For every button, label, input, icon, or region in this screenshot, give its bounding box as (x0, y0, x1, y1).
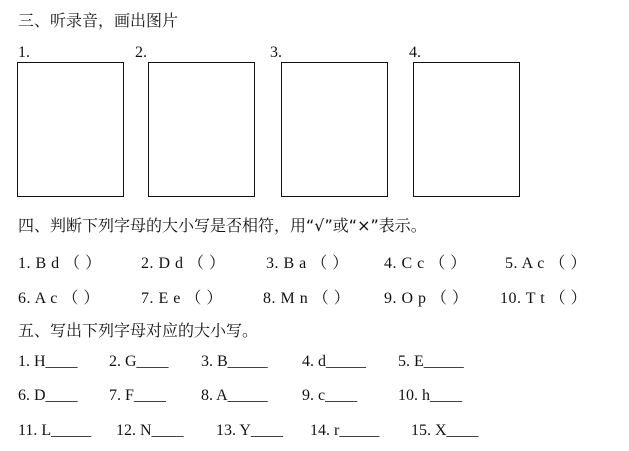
drawing-box-4[interactable] (413, 62, 520, 197)
drawing-box-1[interactable] (17, 62, 124, 197)
write-item-6[interactable]: 6. D____ (18, 387, 78, 404)
judge-item-2[interactable]: 2. D d （ ） (141, 255, 226, 272)
section-3-title: 三、听录音，画出图片 (18, 11, 179, 30)
write-item-3[interactable]: 3. B_____ (201, 353, 268, 370)
judge-item-8[interactable]: 8. M n （ ） (263, 290, 351, 307)
judge-item-1[interactable]: 1. B d （ ） (18, 255, 102, 272)
write-item-2[interactable]: 2. G____ (109, 353, 169, 370)
write-item-13[interactable]: 13. Y____ (216, 422, 283, 439)
box-3-label: 3. (270, 44, 282, 61)
write-item-1[interactable]: 1. H____ (18, 353, 78, 370)
section-5-title: 五、写出下列字母对应的大小写。 (18, 321, 259, 340)
write-item-4[interactable]: 4. d_____ (302, 353, 366, 370)
drawing-box-2[interactable] (148, 62, 255, 197)
box-1-label: 1. (18, 44, 30, 61)
judge-item-4[interactable]: 4. C c （ ） (384, 255, 467, 272)
write-item-8[interactable]: 8. A_____ (201, 387, 268, 404)
write-item-15[interactable]: 15. X____ (411, 422, 479, 439)
write-item-14[interactable]: 14. r_____ (310, 422, 380, 439)
judge-item-3[interactable]: 3. B a （ ） (266, 255, 349, 272)
write-item-12[interactable]: 12. N____ (116, 422, 184, 439)
write-item-7[interactable]: 7. F____ (109, 387, 166, 404)
judge-item-6[interactable]: 6. A c （ ） (18, 290, 100, 307)
box-4-label: 4. (409, 44, 421, 61)
write-item-10[interactable]: 10. h____ (398, 387, 462, 404)
section-4-title: 四、判断下列字母的大小写是否相符，用“√”或“×”表示。 (18, 216, 427, 235)
judge-item-7[interactable]: 7. E e （ ） (141, 290, 223, 307)
judge-item-10[interactable]: 10. T t （ ） (500, 290, 588, 307)
judge-item-5[interactable]: 5. A c （ ） (505, 255, 587, 272)
judge-item-9[interactable]: 9. O p （ ） (384, 290, 469, 307)
box-2-label: 2. (135, 44, 147, 61)
write-item-9[interactable]: 9. c____ (302, 387, 358, 404)
drawing-box-3[interactable] (281, 62, 388, 197)
write-item-5[interactable]: 5. E_____ (398, 353, 464, 370)
write-item-11[interactable]: 11. L_____ (18, 422, 92, 439)
